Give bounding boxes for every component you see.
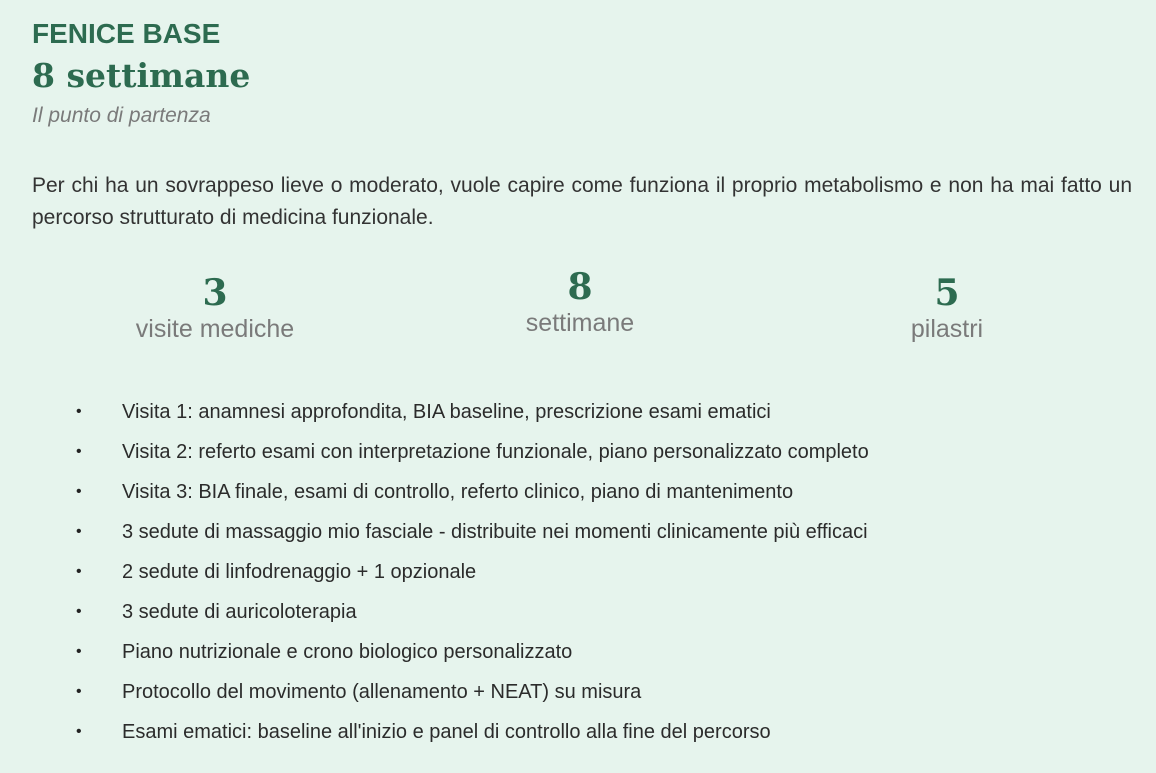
stat-pillars [807,272,1087,344]
stat-value: 8 [567,266,593,308]
stat-value: 3 [202,272,228,314]
stat-value: 5 [934,272,960,314]
bullet-icon: • [76,523,82,540]
bullet-icon: • [76,443,82,460]
stat-label: settimane [525,309,635,337]
feature-text: 2 sedute di linfodrenaggio + 1 opzionale [122,561,477,583]
plan-description: Per chi ha un sovrappeso lieve o moderato, vuole capire come funziona il proprio metabolismo e non ha mai fatto un percorso strutturato di medicina funzionale. [32,174,1132,229]
stat-visits [75,272,355,344]
plan-name: FENICE BASE [32,18,221,49]
bullet-icon: • [76,483,82,500]
bullet-icon: • [76,643,82,660]
bullet-icon: • [76,723,82,740]
plan-duration: 8 settimane [32,56,251,95]
bullet-icon: • [76,403,82,420]
stat-label: visite mediche [135,315,295,343]
feature-text: Visita 1: anamnesi approfondita, BIA baseline, prescrizione esami ematici [122,401,771,423]
stat-weeks [440,266,720,338]
feature-text: Visita 2: referto esami con interpretazione funzionale, piano personalizzato completo [122,441,869,463]
feature-text: 3 sedute di massaggio mio fasciale - distribuite nei momenti clinicamente più efficaci [122,521,868,543]
bullet-icon: • [76,563,82,580]
feature-text: Visita 3: BIA finale, esami di controllo, referto clinico, piano di mantenimento [122,481,794,503]
feature-text: 3 sedute di auricoloterapia [122,601,357,623]
feature-text: Esami ematici: baseline all'inizio e panel di controllo alla fine del percorso [122,721,771,743]
bullet-icon: • [76,683,82,700]
feature-text: Piano nutrizionale e crono biologico personalizzato [122,641,573,663]
stat-label: pilastri [910,315,984,343]
bullet-icon: • [76,603,82,620]
plan-tagline: Il punto di partenza [32,104,211,127]
feature-text: Protocollo del movimento (allenamento + NEAT) su misura [122,681,642,703]
